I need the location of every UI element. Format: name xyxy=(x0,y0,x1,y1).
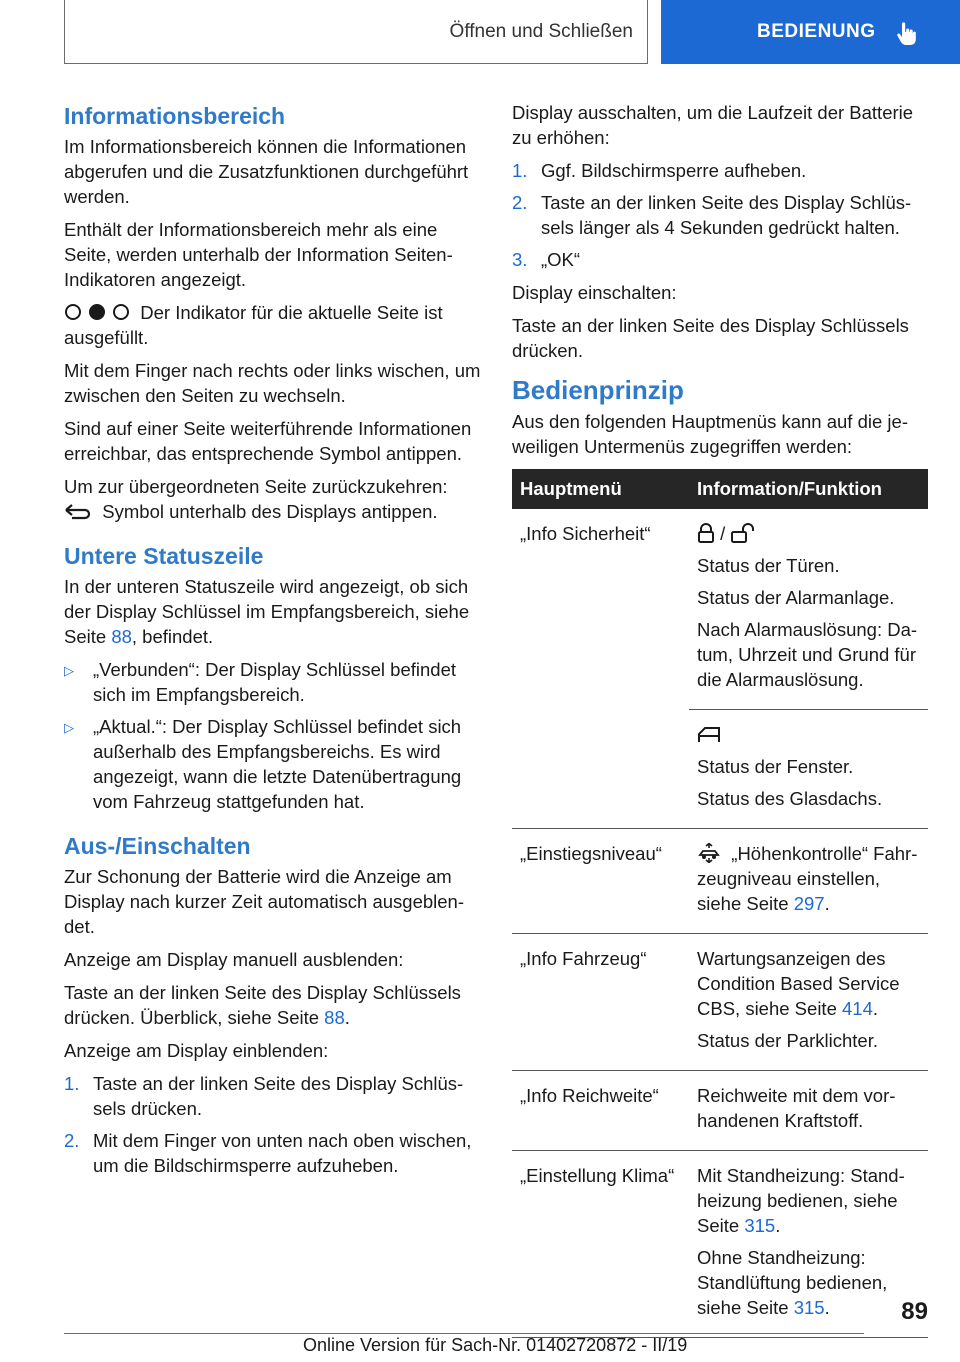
list-item: 1. Ggf. Bildschirmsperre aufheben. xyxy=(512,160,807,181)
paragraph xyxy=(64,300,482,350)
heading-bedienprinzip: Bedienprinzip xyxy=(512,375,684,405)
footer-divider xyxy=(64,1333,864,1334)
list-item: 2. Mit dem Finger von unten nach oben wischen, um die Bildschirmsperre aufzuheben. xyxy=(64,1130,472,1176)
page-link[interactable]: 414 xyxy=(842,998,873,1019)
numbered-list xyxy=(64,1071,482,1178)
page-link[interactable]: 315 xyxy=(793,1297,825,1318)
menu-table xyxy=(512,469,928,1338)
right-column xyxy=(512,100,928,1338)
page-link[interactable]: 297 xyxy=(793,893,825,914)
paragraph: Zur Schonung der Batterie wird die Anzeige am Display nach kurzer Zeit automatisch ausgeblendet. xyxy=(64,866,465,937)
paragraph: Anzeige am Display manuell ausblenden: xyxy=(64,949,404,970)
header-chapter-title: BEDIENUNG xyxy=(757,21,876,42)
lock-closed-icon xyxy=(697,523,715,543)
left-column xyxy=(64,100,482,1186)
list-item: 3. „OK“ xyxy=(512,249,581,270)
header-section-title: Öffnen und Schließen xyxy=(449,20,633,42)
footer-text: Online Version für Sach-Nr. 01402720872 - II/19 xyxy=(303,1335,688,1355)
header-section xyxy=(64,0,648,64)
table-row: „Info Reichweite“ Reichweite mit dem vorhandenen Kraftstoff. xyxy=(512,1071,928,1151)
table-row: „Info Sicherheit“ / Status der Türen. Status der Alarmanlage. Nach Alarmauslösung: Datum, Uhrzeit und Grund für die Alarmauslösung. xyxy=(512,509,928,710)
paragraph: Im Informationsbereich können die Informationen abgerufen und die Zusatzfunktionen durchgeführt werden. xyxy=(64,136,469,207)
back-arrow-icon xyxy=(64,503,92,521)
paragraph: In der unteren Statuszeile wird angezeigt, ob sich der Display Schlüssel im Empfangsbereich, siehe Seite 88, befindet. xyxy=(64,576,470,647)
table-row: Status der Fenster. Status des Glasdachs. xyxy=(512,710,928,829)
list-item: 1. Taste an der linken Seite des Display Schlüssels drücken. xyxy=(64,1073,464,1119)
hand-pointer-icon xyxy=(897,22,917,46)
lock-open-icon xyxy=(730,523,756,543)
paragraph: Display ausschalten, um die Laufzeit der Batterie zu erhöhen: xyxy=(512,102,914,148)
paragraph: Display einschalten: xyxy=(512,282,677,303)
table-row: „Info Fahrzeug“ Wartungsanzeigen des Condition Based Service CBS, siehe Seite 414. Status der Parklichter. xyxy=(512,934,928,1071)
bullet-list xyxy=(64,657,482,814)
window-icon xyxy=(697,726,721,744)
page-link[interactable]: 315 xyxy=(744,1215,776,1236)
triangle-bullet-icon: ▷ xyxy=(64,663,74,678)
heading-informationsbereich: Informationsbereich xyxy=(64,103,286,129)
paragraph: Taste an der linken Seite des Display Schlüssels drücken. Überblick, siehe Seite 88. xyxy=(64,982,461,1028)
paragraph: Mit dem Finger nach rechts oder links wischen, um zwischen den Seiten zu wechseln. xyxy=(64,360,481,406)
triangle-bullet-icon: ▷ xyxy=(64,720,74,735)
page-link[interactable]: 88 xyxy=(111,626,132,647)
column-header-information: Information/Funktion xyxy=(689,469,928,509)
column-header-hauptmenue: Hauptmenü xyxy=(512,469,689,509)
header-chapter xyxy=(661,0,960,64)
paragraph: Anzeige am Display einblenden: xyxy=(64,1040,329,1061)
paragraph: Enthält der Informationsbereich mehr als eine Seite, werden unterhalb der Information SeitenIndikatoren angezeigt. xyxy=(64,219,453,290)
heading-untere-statuszeile: Untere Statuszeile xyxy=(64,543,264,569)
list-item: ▷ „Verbunden“: Der Display Schlüssel befindet sich im Empfangsbereich. xyxy=(64,659,456,705)
table-row: „Einstellung Klima“ Mit Standheizung: Standheizung bedienen, siehe Seite 315. Ohne Standheizung: Standlüftung bedienen, siehe Seite 315. xyxy=(512,1151,928,1338)
paragraph: Aus den folgenden Hauptmenüs kann auf die jeweiligen Untermenüs zugegriffen werden: xyxy=(512,411,908,457)
vehicle-height-icon xyxy=(697,843,721,863)
list-item: ▷ „Aktual.“: Der Display Schlüssel befindet sich außerhalb des Empfangsbereichs. Es wird angezeigt, wann die letzte Datenübertragung vom Fahrzeug stattgefunden hat. xyxy=(64,716,462,812)
heading-aus-einschalten: Aus-/Einschalten xyxy=(64,833,251,859)
paragraph: Sind auf einer Seite weiterführende Informationen erreichbar, das entsprechende Symbol antippen. xyxy=(64,418,472,464)
page-link[interactable]: 88 xyxy=(324,1007,345,1028)
paragraph: Um zur übergeordneten Seite zurückzukehren: Symbol unterhalb des Displays antippen. xyxy=(64,476,448,522)
numbered-list xyxy=(512,158,928,272)
indicator-text: Der Indikator für die aktuelle Seite ist ausgefüllt. xyxy=(64,302,443,348)
paragraph: Taste an der linken Seite des Display Schlüssels drücken. xyxy=(512,315,909,361)
table-row: „Einstiegsniveau“ „Höhenkontrolle“ Fahrzeugniveau einstellen, siehe Seite 297. xyxy=(512,829,928,934)
list-item: 2. Taste an der linken Seite des Display Schlüssels länger als 4 Sekunden gedrückt halten. xyxy=(512,192,912,238)
page-indicator-icon xyxy=(64,302,130,322)
page-number: 89 xyxy=(901,1298,928,1325)
